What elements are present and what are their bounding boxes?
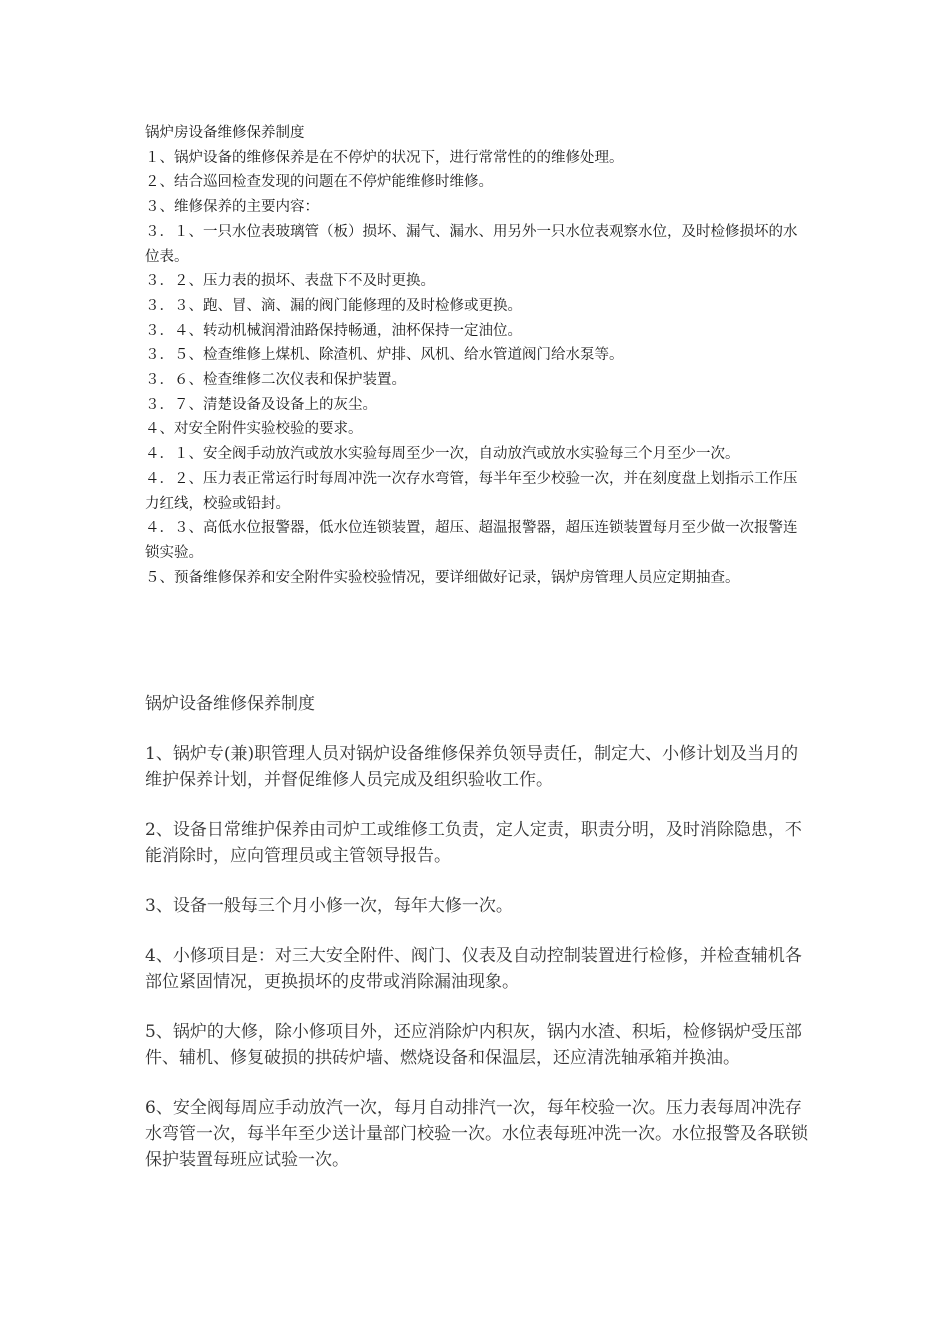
rule-line: ３．６、检查维修二次仪表和保护装置。: [145, 372, 406, 389]
rule-line: ２、结合巡回检查发现的问题在不停炉能维修时维修。: [145, 174, 493, 191]
section-boiler-equipment-rules: [145, 691, 810, 1197]
rule-line: ３．２、压力表的损坏、表盘下不及时更换。: [145, 273, 435, 290]
rule-line: １、锅炉设备的维修保养是在不停炉的状况下，进行常常性的的维修处理。: [145, 149, 624, 166]
rule-paragraph: 3、设备一般每三个月小修一次，每年大修一次。: [145, 896, 513, 916]
rule-line: ４．２、压力表正常运行时每周冲洗一次存水弯管，每半年至少校验一次，并在刻度盘上划指示工作压力红线，校验或铅封。: [145, 470, 798, 512]
rule-line: ５、预备维修保养和安全附件实验校验情况，要详细做好记录，锅炉房管理人员应定期抽查。: [145, 569, 740, 586]
section-title: 锅炉房设备维修保养制度: [145, 125, 305, 141]
rule-paragraph: 6、安全阀每周应手动放汽一次，每月自动排汽一次，每年校验一次。压力表每周冲洗存水弯管一次，每半年至少送计量部门校验一次。水位表每班冲洗一次。水位报警及各联锁保护装置每班应试验一次。: [145, 1098, 808, 1170]
rule-paragraph: 5、锅炉的大修，除小修项目外，还应消除炉内积灰，锅内水渣、积垢，检修锅炉受压部件、辅机、修复破损的拱砖炉墙、燃烧设备和保温层，还应清洗轴承箱并换油。: [145, 1022, 802, 1068]
rule-line: ４、对安全附件实验校验的要求。: [145, 421, 363, 438]
section-boiler-room-rules: [145, 121, 810, 590]
rule-paragraph: 1、锅炉专(兼)职管理人员对锅炉设备维修保养负领导责任，制定大、小修计划及当月的维护保养计划，并督促维修人员完成及组织验收工作。: [145, 744, 799, 790]
rule-line: ４．１、安全阀手动放汽或放水实验每周至少一次，自动放汽或放水实验每三个月至少一次。: [145, 446, 740, 463]
rule-line: ３、维修保养的主要内容：: [145, 199, 319, 216]
rule-line: ３．３、跑、冒、滴、漏的阀门能修理的及时检修或更换。: [145, 297, 522, 314]
rule-line: ４．３、高低水位报警器，低水位连锁装置，超压、超温报警器，超压连锁装置每月至少做一次报警连锁实验。: [145, 520, 798, 561]
rule-line: ３．７、清楚设备及设备上的灰尘。: [145, 396, 377, 413]
rule-line: ３．４、转动机械润滑油路保持畅通，油杯保持一定油位。: [145, 322, 522, 339]
section-title: 锅炉设备维修保养制度: [145, 694, 315, 714]
rule-paragraph: 4、小修项目是：对三大安全附件、阀门、仪表及自动控制装置进行检修，并检查辅机各部位紧固情况，更换损坏的皮带或消除漏油现象。: [145, 946, 802, 992]
rule-paragraph: 2、设备日常维护保养由司炉工或维修工负责，定人定责，职责分明，及时消除隐患，不能消除时，应向管理员或主管领导报告。: [145, 820, 802, 866]
rule-line: ３．５、检查维修上煤机、除渣机、炉排、风机、给水管道阀门给水泵等。: [145, 347, 624, 364]
rule-line: ３．１、一只水位表玻璃管（板）损坏、漏气、漏水、用另外一只水位表观察水位，及时检修损坏的水位表。: [145, 223, 798, 265]
